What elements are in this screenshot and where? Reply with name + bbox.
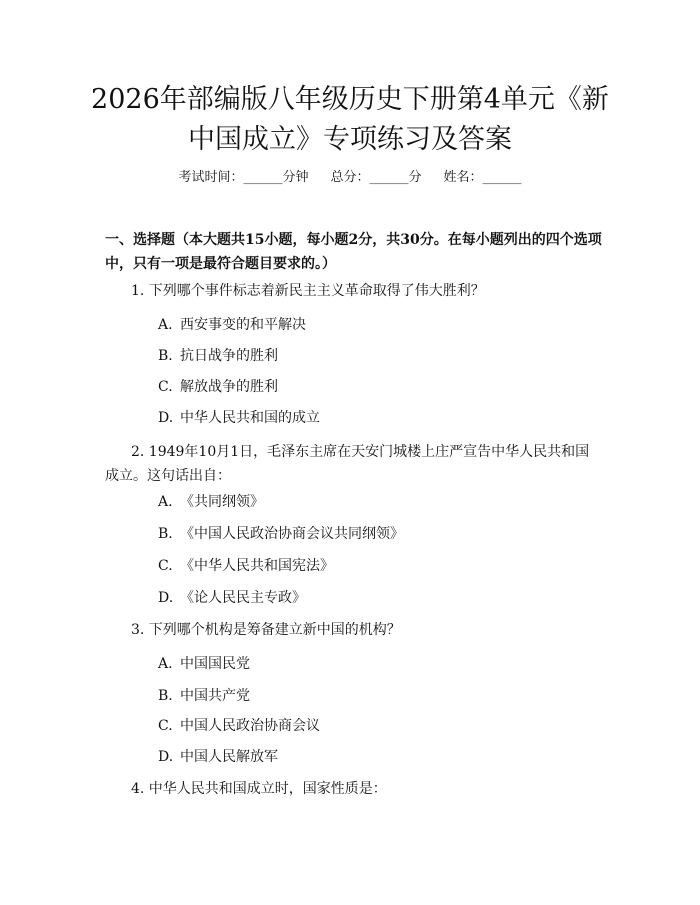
option-letter: C.: [158, 558, 173, 574]
question-stem: 1. 下列哪个事件标志着新民主主义革命取得了伟大胜利？: [131, 283, 485, 299]
time-label: 考试时间：: [178, 170, 244, 185]
score-label: 总分：: [330, 170, 370, 185]
option-item: [158, 346, 278, 366]
option-item: [158, 377, 278, 397]
option-text: 《共同纲领》: [180, 494, 264, 510]
name-blank: ______: [482, 170, 522, 185]
option-item: [158, 492, 264, 512]
option-letter: A.: [158, 317, 173, 333]
option-item: [158, 654, 250, 674]
option-letter: C.: [158, 718, 173, 734]
question-stem: 4. 中华人民共和国成立时，国家性质是：: [131, 781, 387, 797]
option-text: 中国共产党: [180, 688, 250, 704]
option-text: 《论人民民主专政》: [180, 590, 306, 606]
option-letter: D.: [158, 749, 174, 765]
option-item: [158, 588, 306, 608]
option-letter: A.: [158, 494, 173, 510]
option-item: [158, 747, 278, 767]
question-stem: 2. 1949年10月1日，毛泽东主席在天安门城楼上庄严宣告中华人民共和国成立。这句话出自：: [105, 444, 590, 484]
option-text: 解放战争的胜利: [180, 379, 278, 395]
option-item: [158, 524, 404, 544]
option-letter: B.: [158, 688, 173, 704]
exam-info: [0, 168, 700, 188]
option-text: 《中华人民共和国宪法》: [180, 558, 334, 574]
option-letter: D.: [158, 590, 174, 606]
option-letter: D.: [158, 410, 174, 426]
option-letter: B.: [158, 526, 173, 542]
option-letter: C.: [158, 379, 173, 395]
time-blank: ______: [243, 170, 283, 185]
option-text: 中国人民政治协商会议: [180, 718, 320, 734]
option-item: [158, 315, 306, 335]
option-item: [158, 408, 320, 428]
option-text: 西安事变的和平解决: [180, 317, 306, 333]
section-heading: 一、选择题（本大题共15小题，每小题2分，共30分。在每小题列出的四个选项中，只有一项是最符合题目要求的。）: [105, 232, 602, 272]
option-item: [158, 716, 320, 736]
option-text: 中国人民解放军: [180, 749, 278, 765]
question-stem: 3. 下列哪个机构是筹备建立新中国的机构？: [131, 622, 401, 638]
time-unit: 分钟: [282, 170, 309, 185]
document-title: 2026年部编版八年级历史下册第4单元《新中国成立》专项练习及答案: [91, 84, 609, 155]
name-label: 姓名：: [443, 170, 483, 185]
option-text: 中国国民党: [180, 656, 250, 672]
option-text: 抗日战争的胜利: [180, 348, 278, 364]
option-item: [158, 556, 334, 576]
option-letter: B.: [158, 348, 173, 364]
option-text: 《中国人民政治协商会议共同纲领》: [180, 526, 404, 542]
option-item: [158, 686, 250, 706]
score-unit: 分: [408, 170, 422, 185]
option-text: 中华人民共和国的成立: [180, 410, 320, 426]
option-letter: A.: [158, 656, 173, 672]
score-blank: ______: [369, 170, 409, 185]
